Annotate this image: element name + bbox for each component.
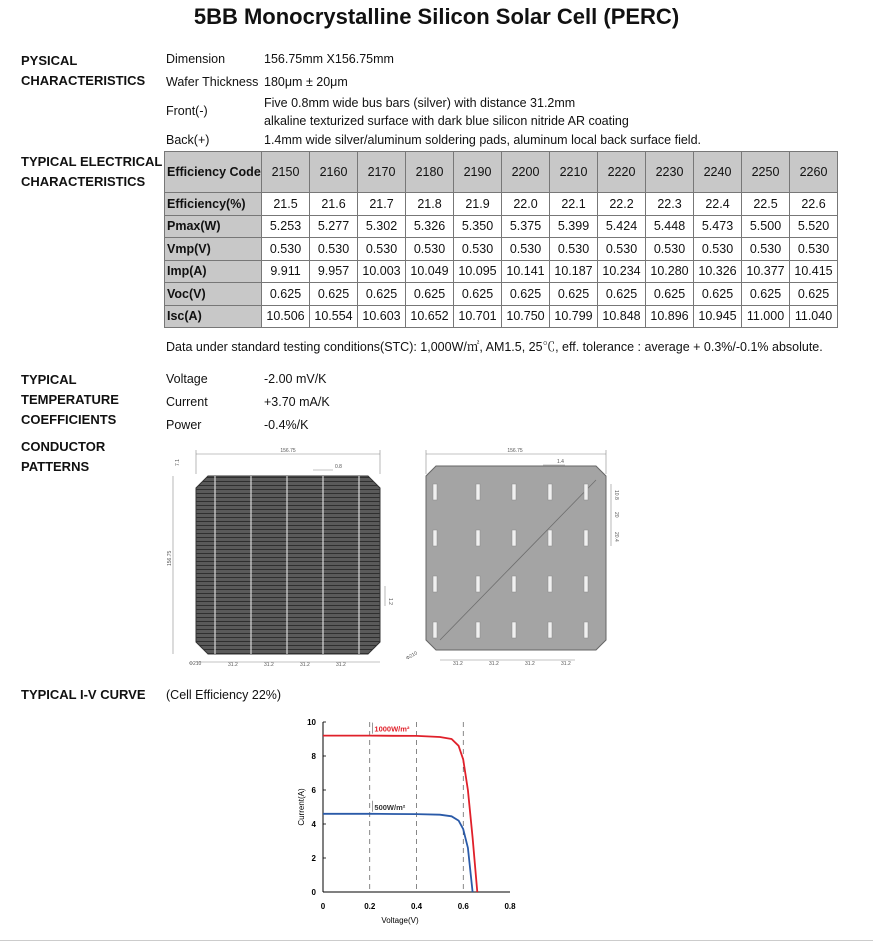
table-cell: 21.8 <box>406 193 454 216</box>
table-cell: 10.750 <box>502 305 550 328</box>
back-dim-a: 10.8 <box>613 490 619 500</box>
code-cell: 2190 <box>454 152 502 193</box>
y-axis-label: Current(A) <box>297 788 306 826</box>
physical-heading-line1: PYSICAL <box>21 53 78 68</box>
series-line <box>323 814 473 892</box>
temperature-heading-line2: TEMPERATURE <box>21 392 119 407</box>
stc-note: Data under standard testing conditions(STC): 1,000W/㎡, AM1.5, 25℃, eff. tolerance : average + 0.3%/-0.1% absolute. <box>166 340 823 354</box>
table-cell: 5.448 <box>646 215 694 238</box>
table-cell: 22.0 <box>502 193 550 216</box>
temperature-heading-line3: COEFFICIENTS <box>21 412 117 427</box>
table-cell: 0.625 <box>502 283 550 306</box>
x-tick-label: 0 <box>320 902 326 911</box>
row-label: Isc(A) <box>165 305 262 328</box>
table-cell: 0.625 <box>550 283 598 306</box>
row-label: Vmp(V) <box>165 238 262 261</box>
table-cell: 10.799 <box>550 305 598 328</box>
power-coef-value: -0.4%/K <box>264 418 309 432</box>
table-cell: 10.506 <box>262 305 310 328</box>
table-cell: 0.530 <box>790 238 838 261</box>
y-tick-label: 4 <box>311 820 316 829</box>
table-cell: 10.652 <box>406 305 454 328</box>
iv-subtitle: (Cell Efficiency 22%) <box>166 688 282 702</box>
code-cell: 2150 <box>262 152 310 193</box>
code-cell: 2250 <box>742 152 790 193</box>
temperature-heading <box>21 370 119 430</box>
code-cell: 2240 <box>694 152 742 193</box>
back-value: 1.4mm wide silver/aluminum soldering pads, aluminum local back surface field. <box>264 133 701 147</box>
table-cell: 0.530 <box>310 238 358 261</box>
table-cell: 0.530 <box>502 238 550 261</box>
table-cell: 0.530 <box>358 238 406 261</box>
table-cell: 5.424 <box>598 215 646 238</box>
table-row <box>165 305 838 328</box>
table-cell: 22.6 <box>790 193 838 216</box>
current-coef-label: Current <box>166 395 208 409</box>
series-label: 1000W/m² <box>374 724 410 734</box>
y-tick-label: 6 <box>311 786 316 795</box>
table-cell: 10.141 <box>502 260 550 283</box>
y-tick-label: 8 <box>311 752 316 761</box>
table-cell: 0.625 <box>406 283 454 306</box>
back-width-label: 156.75 <box>507 448 523 454</box>
table-cell: 0.625 <box>694 283 742 306</box>
table-cell: 10.896 <box>646 305 694 328</box>
table-row <box>165 215 838 238</box>
y-tick-label: 2 <box>311 854 316 863</box>
code-cell: 2170 <box>358 152 406 193</box>
table-cell: 5.500 <box>742 215 790 238</box>
code-cell: 2200 <box>502 152 550 193</box>
table-cell: 10.848 <box>598 305 646 328</box>
electrical-heading-line1: TYPICAL ELECTRICAL <box>21 154 163 169</box>
x-tick-label: 0.8 <box>504 902 516 911</box>
conductor-heading <box>21 437 105 477</box>
table-cell: 0.530 <box>598 238 646 261</box>
back-pad-label: 1.4 <box>557 459 564 465</box>
current-coef-value: +3.70 mA/K <box>264 395 330 409</box>
iv-chart <box>290 712 530 930</box>
front-corner-label: Φ210 <box>189 661 202 667</box>
table-cell: 5.326 <box>406 215 454 238</box>
front-value: Five 0.8mm wide bus bars (silver) with distance 31.2mm <box>264 96 576 110</box>
table-cell: 10.603 <box>358 305 406 328</box>
table-cell: 5.375 <box>502 215 550 238</box>
table-cell: 10.415 <box>790 260 838 283</box>
back-spacing-label: 31.2 <box>561 661 571 667</box>
table-cell: 10.234 <box>598 260 646 283</box>
back-spacing-label: 31.2 <box>453 661 463 667</box>
front-side-label: 156.75 <box>167 550 173 566</box>
back-corner-label: Φ210 <box>405 650 419 662</box>
table-cell: 0.625 <box>790 283 838 306</box>
temperature-heading-line1: TYPICAL <box>21 372 77 387</box>
table-header-row <box>165 152 838 193</box>
front-spacing-label: 31.2 <box>336 662 346 668</box>
bottom-divider <box>0 940 873 941</box>
table-cell: 0.625 <box>358 283 406 306</box>
front-busbar-label: 0.8 <box>335 464 342 470</box>
physical-heading <box>21 51 145 91</box>
front-pad-label: 1.2 <box>387 598 393 605</box>
x-tick-label: 0.4 <box>410 902 423 911</box>
front-spacing-label: 31.2 <box>264 662 274 668</box>
table-cell: 10.095 <box>454 260 502 283</box>
dimension-label: Dimension <box>166 52 226 66</box>
table-cell: 5.277 <box>310 215 358 238</box>
table-cell: 0.625 <box>742 283 790 306</box>
back-spacing-label: 31.2 <box>489 661 499 667</box>
table-cell: 10.187 <box>550 260 598 283</box>
front-edge-label: 7.1 <box>175 459 181 466</box>
table-cell: 22.3 <box>646 193 694 216</box>
table-row <box>165 283 838 306</box>
iv-heading: TYPICAL I-V CURVE <box>21 687 146 702</box>
y-tick-label: 10 <box>307 718 316 727</box>
table-row <box>165 260 838 283</box>
table-cell: 5.520 <box>790 215 838 238</box>
wafer-thickness-value: 180μm ± 20μm <box>264 75 348 89</box>
electrical-heading-line2: CHARACTERISTICS <box>21 174 146 189</box>
table-cell: 5.473 <box>694 215 742 238</box>
table-cell: 22.4 <box>694 193 742 216</box>
table-cell: 0.530 <box>454 238 502 261</box>
series-legend <box>372 723 414 734</box>
front-pattern-drawing <box>163 446 395 674</box>
electrical-heading <box>21 152 162 192</box>
table-cell: 0.530 <box>742 238 790 261</box>
table-cell: 0.530 <box>646 238 694 261</box>
back-dim-b: 20 <box>613 512 619 518</box>
table-cell: 0.625 <box>454 283 502 306</box>
table-cell: 0.625 <box>310 283 358 306</box>
table-cell: 5.302 <box>358 215 406 238</box>
page-title: 5BB Monocrystalline Silicon Solar Cell (PERC) <box>193 4 680 29</box>
voltage-coef-value: -2.00 mV/K <box>264 372 327 386</box>
back-dim-c: 20.4 <box>613 532 619 542</box>
table-cell: 5.399 <box>550 215 598 238</box>
y-tick-label: 0 <box>311 888 316 897</box>
front-value-2: alkaline texturized surface with dark blue silicon nitride AR coating <box>264 114 629 128</box>
row-label: Efficiency(%) <box>165 193 262 216</box>
wafer-thickness-label: Wafer Thickness <box>166 75 259 89</box>
table-cell: 22.5 <box>742 193 790 216</box>
table-cell: 21.7 <box>358 193 406 216</box>
electrical-table <box>164 151 838 328</box>
front-spacing-label: 31.2 <box>300 662 310 668</box>
x-axis-label: Voltage(V) <box>381 916 419 925</box>
table-cell: 10.280 <box>646 260 694 283</box>
table-cell: 0.625 <box>646 283 694 306</box>
table-row <box>165 193 838 216</box>
code-cell: 2160 <box>310 152 358 193</box>
front-width-label: 156.75 <box>280 448 296 454</box>
table-cell: 10.701 <box>454 305 502 328</box>
code-cell: 2210 <box>550 152 598 193</box>
code-cell: 2260 <box>790 152 838 193</box>
x-tick-label: 0.6 <box>457 902 469 911</box>
series-label: 500W/m² <box>374 802 406 812</box>
efficiency-code-header: Efficiency Code <box>165 152 262 193</box>
table-cell: 5.350 <box>454 215 502 238</box>
table-cell: 21.5 <box>262 193 310 216</box>
table-cell: 10.003 <box>358 260 406 283</box>
table-cell: 11.040 <box>790 305 838 328</box>
front-spacing-label: 31.2 <box>228 662 238 668</box>
back-label: Back(+) <box>166 133 210 147</box>
back-spacing-label: 31.2 <box>525 661 535 667</box>
table-cell: 10.049 <box>406 260 454 283</box>
table-cell: 0.530 <box>262 238 310 261</box>
code-cell: 2180 <box>406 152 454 193</box>
row-label: Voc(V) <box>165 283 262 306</box>
row-label: Imp(A) <box>165 260 262 283</box>
conductor-heading-line2: PATTERNS <box>21 459 90 474</box>
table-cell: 0.530 <box>550 238 598 261</box>
physical-heading-line2: CHARACTERISTICS <box>21 73 146 88</box>
table-cell: 21.6 <box>310 193 358 216</box>
dimension-value: 156.75mm X156.75mm <box>264 52 394 66</box>
table-cell: 9.911 <box>262 260 310 283</box>
table-cell: 0.625 <box>262 283 310 306</box>
front-label: Front(-) <box>166 104 208 118</box>
table-cell: 10.945 <box>694 305 742 328</box>
code-cell: 2220 <box>598 152 646 193</box>
table-cell: 22.1 <box>550 193 598 216</box>
voltage-coef-label: Voltage <box>166 372 208 386</box>
table-cell: 0.625 <box>598 283 646 306</box>
table-cell: 0.530 <box>694 238 742 261</box>
code-cell: 2230 <box>646 152 694 193</box>
table-cell: 5.253 <box>262 215 310 238</box>
table-cell: 0.530 <box>406 238 454 261</box>
series-legend <box>372 801 414 812</box>
table-row <box>165 238 838 261</box>
back-pattern-drawing <box>405 446 627 674</box>
power-coef-label: Power <box>166 418 202 432</box>
table-cell: 9.957 <box>310 260 358 283</box>
table-cell: 22.2 <box>598 193 646 216</box>
table-cell: 10.554 <box>310 305 358 328</box>
table-cell: 11.000 <box>742 305 790 328</box>
table-cell: 21.9 <box>454 193 502 216</box>
conductor-heading-line1: CONDUCTOR <box>21 439 106 454</box>
table-cell: 10.377 <box>742 260 790 283</box>
row-label: Pmax(W) <box>165 215 262 238</box>
table-cell: 10.326 <box>694 260 742 283</box>
x-tick-label: 0.2 <box>364 902 376 911</box>
